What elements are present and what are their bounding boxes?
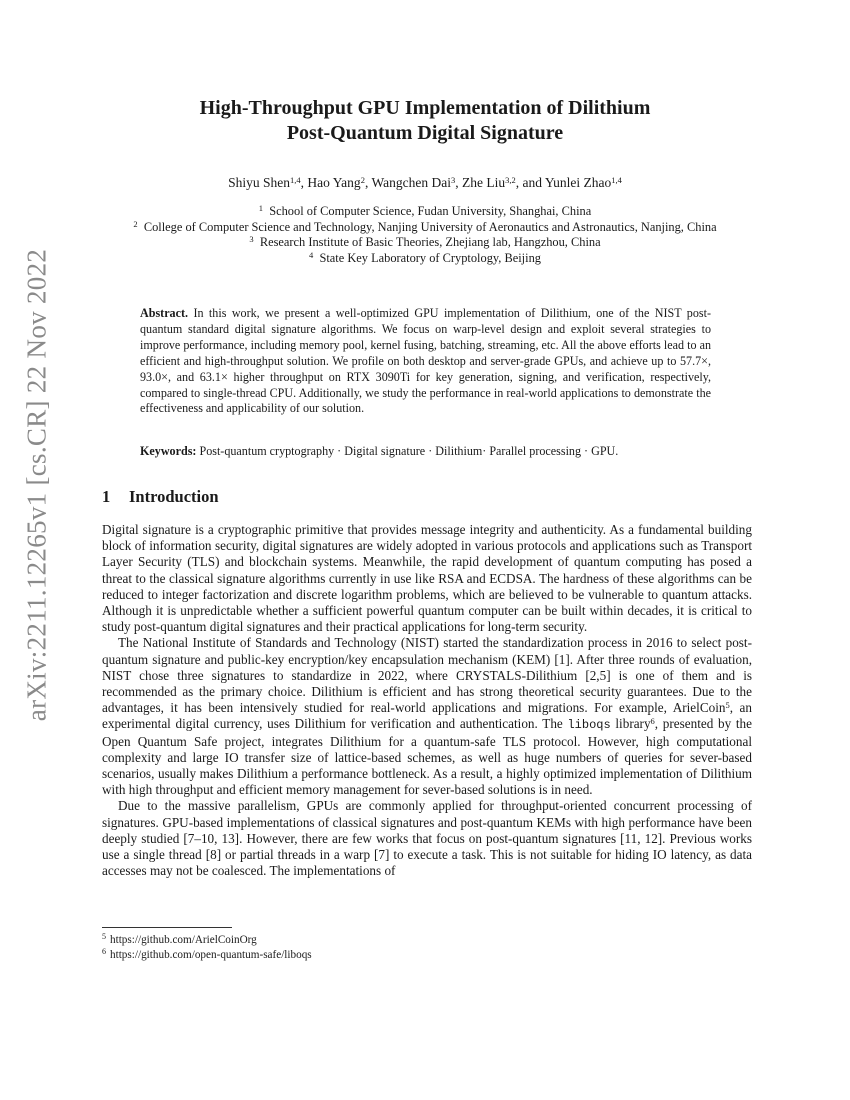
- section-number: 1: [102, 487, 111, 506]
- author: Zhe Liu$^{3,2}$, and: [461, 175, 545, 190]
- paper-title: [0, 96, 850, 146]
- author: Yunlei Zhao$^{1,4}$: [544, 175, 622, 190]
- author: Wangchen Dai$^3$,: [371, 175, 462, 190]
- author: Shiyu Shen$^{1,4}$,: [228, 175, 308, 190]
- keywords-label: Keywords:: [140, 444, 197, 458]
- title-line-1: High-Throughput GPU Implementation of Dilithium: [199, 97, 651, 119]
- affiliation: $^3$ Research Institute of Basic Theories, Zhejiang lab, Hangzhou, China: [249, 234, 601, 249]
- footnote-ref: 5: [725, 700, 730, 711]
- liboqs-code: liboqs: [567, 718, 611, 733]
- affiliation-list: [0, 204, 850, 266]
- title-line-2: Post-Quantum Digital Signature: [286, 122, 564, 144]
- footnote-link[interactable]: https://github.com/ArielCoinOrg: [110, 934, 257, 946]
- abstract: [140, 306, 711, 417]
- footnote: $^6$ https://github.com/open-quantum-safe/liboqs: [102, 947, 312, 961]
- footnote-rule: [102, 927, 232, 928]
- footnote-ref: 6: [650, 716, 655, 727]
- abstract-label: Abstract.: [140, 306, 189, 320]
- keywords: [140, 444, 711, 459]
- footnote-link[interactable]: https://github.com/open-quantum-safe/liboqs: [110, 949, 312, 961]
- arxiv-id: arXiv:2211.12265v1 [cs.CR] 22 Nov 2022: [21, 248, 52, 722]
- section-title: Introduction: [129, 487, 219, 506]
- footnotes: [102, 933, 312, 963]
- abstract-text: In this work, we present a well-optimized GPU implementation of Dilithium, one of the NIST post-quantum standard digital signature algorithms. We focus on warp-level design and exploit several strategies to improve performance, including memory pool, kernel fusing, batching, streaming, etc. All the above efforts lead to an efficient and high-throughput solution. We profile on both desktop and server-grade GPUs, and achieve up to 57.7×, 93.0×, and 63.1× higher throughput on RTX 3090Ti for key generation, signing, and verification, respectively, compared to single-thread CPU. Additionally, we study the performance in real-world applications to demonstrate the effectiveness and applicability of our solution.: [140, 306, 711, 416]
- paragraph: Digital signature is a cryptographic primitive that provides message integrity and authenticity. As a fundamental building block of information security, digital signatures are widely adopted in various protocols and applications such as Transport Layer Security (TLS) and blockchain systems. Meanwhile, the rapid development of quantum computing has posed a threat to the classical signature algorithms currently in use like RSA and ECDSA. The hardness of these algorithms can be reduced to integer factorization and discrete logarithm problems, which are believed to be vulnerable to quantum attacks. Although it is unpredictable whether a sufficient powerful quantum computer can be built within decades, it is critical to study post-quantum digital signatures and their practical applications for long-term security.: [102, 522, 752, 635]
- author: Hao Yang$^2$,: [307, 175, 372, 190]
- footnote: $^5$ https://github.com/ArielCoinOrg: [102, 932, 257, 946]
- paragraph: The National Institute of Standards and Technology (NIST) started the standardization process in 2016 to select post-quantum signature and public-key encryption/key encapsulation mechanism (KEM) [1]. After three rounds of evaluation, NIST chose three signatures to standardize in 2022, where CRYSTALS-Dilithium [2,5] is one of them and is recommended as the primary choice. Dilithium is efficient and has strong theoretical security guarantees. Due to the advantages, it has been intensively studied for real-world applications and migrations. For example, ArielCoin$^5$, an experimental digital currency, uses Dilithium for verification and authentication. The liboqs library$^6$, presented by the Open Quantum Safe project, integrates Dilithium for a quantum-safe TLS protocol. However, high computational complexity and large IO transfer size of lattice-based schemes, as well as huge numbers of queries for sever-based scenarios, usually makes Dilithium a performance bottleneck. As a result, a highly optimized implementation of Dilithium with high throughput and efficient memory management for sever-based solutions is in need.: [102, 635, 752, 798]
- author-list: [0, 175, 850, 191]
- body-text: [102, 522, 752, 879]
- affiliation: $^4$ State Key Laboratory of Cryptology, Beijing: [309, 249, 541, 265]
- keywords-text: Post-quantum cryptography · Digital signature · Dilithium· Parallel processing · GPU.: [199, 444, 619, 458]
- affiliation: $^1$ School of Computer Science, Fudan University, Shanghai, China: [258, 203, 592, 218]
- section-heading: [102, 487, 219, 507]
- paragraph: Due to the massive parallelism, GPUs are commonly applied for throughput-oriented concurrent processing of signatures. GPU-based implementations of classical signatures and post-quantum KEMs with high performance have been deeply studied [7–10, 13]. However, there are few works that focus on post-quantum signatures [11, 12]. Previous works use a single thread [8] or partial threads in a warp [7] to execute a task. This is not suitable for hiding IO latency, as data accesses may not be coalesced. The implementations of: [102, 798, 752, 879]
- arxiv-watermark: [12, 248, 62, 722]
- affiliation: $^2$ College of Computer Science and Technology, Nanjing University of Aeronautics and Astronautics, Nanjing, China: [133, 218, 717, 234]
